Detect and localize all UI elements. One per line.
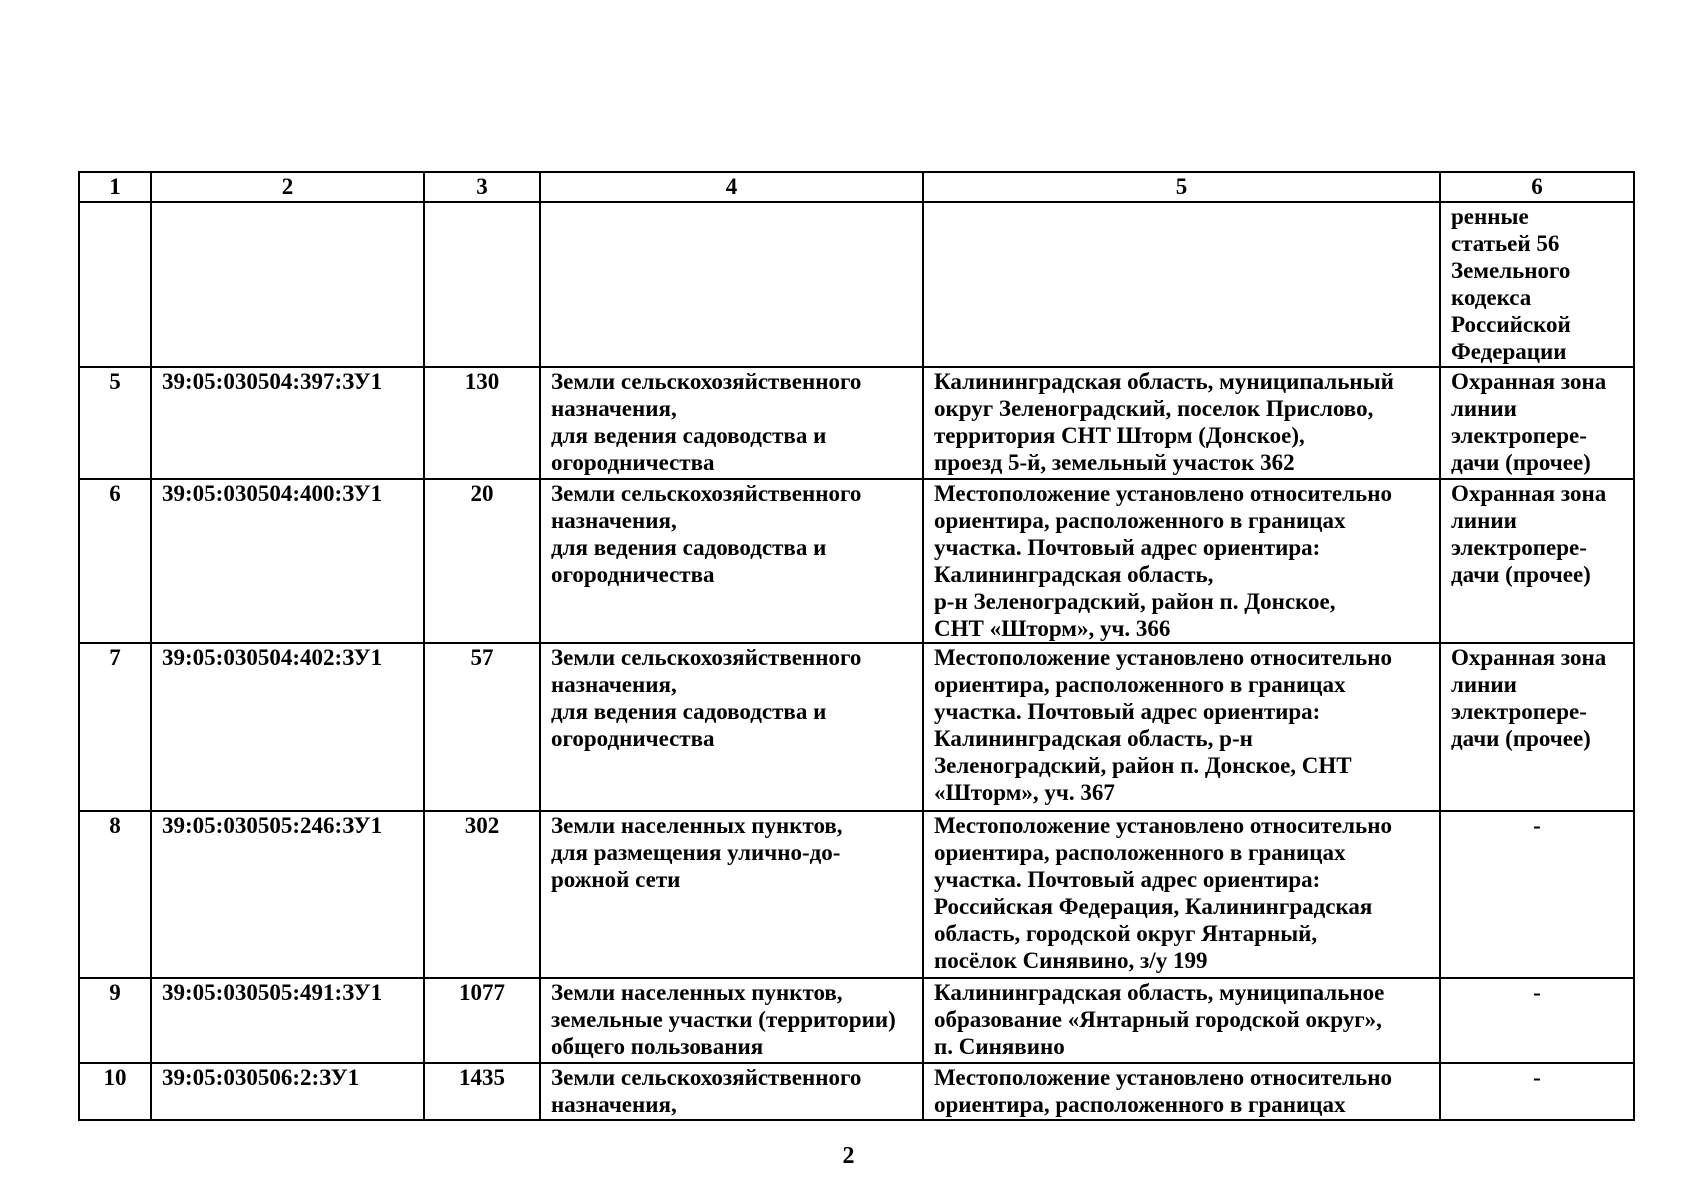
- table-row: [79, 479, 1634, 643]
- table-row: [79, 811, 1634, 978]
- cadastral-number-cell: 39:05:030505:246:ЗУ1: [151, 811, 424, 978]
- page-number: 2: [842, 1143, 855, 1169]
- land-category-cell: [540, 202, 923, 367]
- land-category-cell: Земли населенных пунктов, для размещения улично-до- рожной сети: [540, 811, 923, 978]
- table-row: [79, 643, 1634, 811]
- land-category-cell: Земли сельскохозяйственного назначения, для ведения садоводства и огородничества: [540, 367, 923, 479]
- area-cell: 302: [424, 811, 540, 978]
- table-row: [79, 367, 1634, 479]
- location-cell: Калининградская область, муниципальный округ Зеленоградский, поселок Прислово, территория СНТ Шторм (Донское), проезд 5-й, земельный участок 362: [923, 367, 1440, 479]
- row-number-cell: 9: [79, 978, 151, 1063]
- restrictions-cell: Охранная зона линии электропере- дачи (прочее): [1440, 479, 1634, 643]
- header-col-5: 5: [923, 172, 1440, 202]
- land-category-cell: Земли сельскохозяйственного назначения, для ведения садоводства и огородничества: [540, 643, 923, 811]
- area-cell: [424, 202, 540, 367]
- land-category-cell: Земли населенных пунктов, земельные участки (территории) общего пользования: [540, 978, 923, 1063]
- row-number-cell: 10: [79, 1063, 151, 1120]
- land-category-cell: Земли сельскохозяйственного назначения,: [540, 1063, 923, 1120]
- location-cell: [923, 202, 1440, 367]
- restrictions-cell: -: [1440, 978, 1634, 1063]
- cadastral-number-cell: [151, 202, 424, 367]
- area-cell: 1077: [424, 978, 540, 1063]
- area-cell: 1435: [424, 1063, 540, 1120]
- location-cell: Местоположение установлено относительно ориентира, расположенного в границах участка. Почтовый адрес ориентира: Калининградская область, р-н Зеленоградский, район п. Донское, СНТ «Шторм», уч. 366: [923, 479, 1440, 643]
- row-number-cell: 8: [79, 811, 151, 978]
- area-cell: 20: [424, 479, 540, 643]
- row-number-cell: 5: [79, 367, 151, 479]
- cadastral-number-cell: 39:05:030504:397:ЗУ1: [151, 367, 424, 479]
- land-plots-table: [78, 171, 1635, 1121]
- restrictions-cell: -: [1440, 1063, 1634, 1120]
- header-col-2: 2: [151, 172, 424, 202]
- header-col-6: 6: [1440, 172, 1634, 202]
- table-body: [79, 202, 1634, 1120]
- area-cell: 130: [424, 367, 540, 479]
- table-row: [79, 978, 1634, 1063]
- table-header: [79, 172, 1634, 202]
- cadastral-number-cell: 39:05:030506:2:ЗУ1: [151, 1063, 424, 1120]
- cadastral-number-cell: 39:05:030504:400:ЗУ1: [151, 479, 424, 643]
- restrictions-cell: -: [1440, 811, 1634, 978]
- location-cell: Местоположение установлено относительно ориентира, расположенного в границах: [923, 1063, 1440, 1120]
- restrictions-cell: Охранная зона линии электропере- дачи (прочее): [1440, 367, 1634, 479]
- location-cell: Местоположение установлено относительно ориентира, расположенного в границах участка. Почтовый адрес ориентира: Калининградская область, р-н Зеленоградский, район п. Донское, СНТ «Шторм», уч. 367: [923, 643, 1440, 811]
- cadastral-number-cell: 39:05:030505:491:ЗУ1: [151, 978, 424, 1063]
- row-number-cell: 6: [79, 479, 151, 643]
- header-col-3: 3: [424, 172, 540, 202]
- header-col-1: 1: [79, 172, 151, 202]
- area-cell: 57: [424, 643, 540, 811]
- header-col-4: 4: [540, 172, 923, 202]
- cadastral-number-cell: 39:05:030504:402:ЗУ1: [151, 643, 424, 811]
- location-cell: Калининградская область, муниципальное образование «Янтарный городской округ», п. Синявино: [923, 978, 1440, 1063]
- land-category-cell: Земли сельскохозяйственного назначения, для ведения садоводства и огородничества: [540, 479, 923, 643]
- row-number-cell: 7: [79, 643, 151, 811]
- header-row: [79, 172, 1634, 202]
- table-row: [79, 1063, 1634, 1120]
- row-number-cell: [79, 202, 151, 367]
- restrictions-cell: Охранная зона линии электропере- дачи (прочее): [1440, 643, 1634, 811]
- table-row: [79, 202, 1634, 367]
- location-cell: Местоположение установлено относительно ориентира, расположенного в границах участка. Почтовый адрес ориентира: Российская Федерация, Калининградская область, городской округ Янтарный, посёлок Синявино, з/у 199: [923, 811, 1440, 978]
- restrictions-cell: ренные статьей 56 Земельного кодекса Российской Федерации: [1440, 202, 1634, 367]
